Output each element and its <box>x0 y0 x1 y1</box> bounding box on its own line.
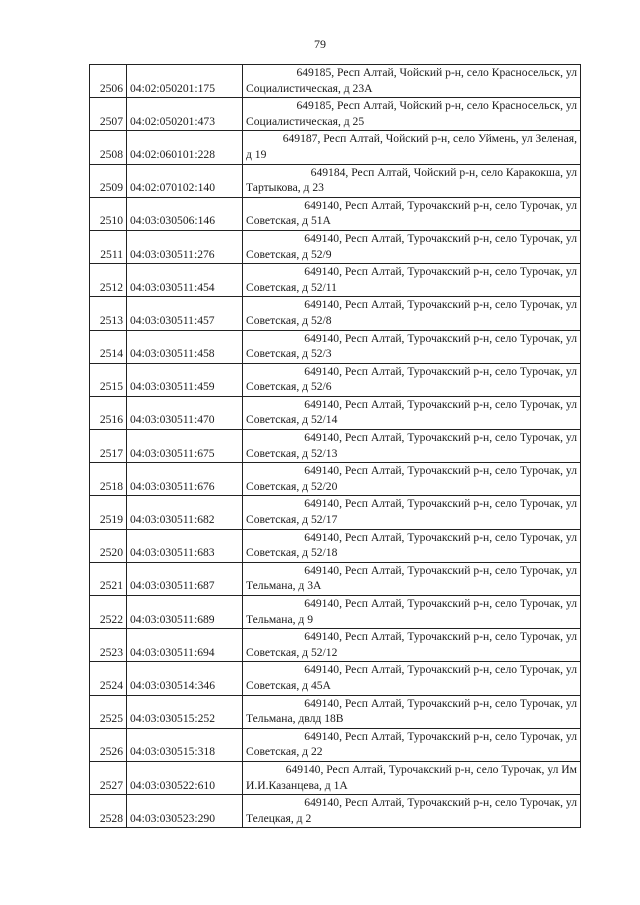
row-number-cell: 2515 <box>90 363 127 396</box>
table-row <box>90 629 581 662</box>
address-line-2: Советская, д 52/8 <box>246 313 332 327</box>
row-number-cell: 2514 <box>90 330 127 363</box>
cadastral-number-cell: 04:03:030506:146 <box>127 197 243 230</box>
table-row <box>90 695 581 728</box>
address-line-1: 649140, Респ Алтай, Турочакский р-н, село Турочак, ул <box>304 397 577 411</box>
table-row <box>90 496 581 529</box>
page-number: 79 <box>314 37 326 51</box>
address-cell <box>243 363 581 396</box>
row-number-cell: 2517 <box>90 430 127 463</box>
address-line-2: Советская, д 52/11 <box>246 280 337 294</box>
address-line-1: 649140, Респ Алтай, Турочакский р-н, село Турочак, ул <box>304 231 577 245</box>
address-line-2: Тельмана, двлд 18В <box>246 712 344 726</box>
cadastral-number-cell: 04:03:030511:454 <box>127 264 243 297</box>
row-number-cell: 2518 <box>90 463 127 496</box>
address-line-2: Советская, д 52/9 <box>246 247 332 261</box>
address-line-1: 649140, Респ Алтай, Турочакский р-н, село Турочак, ул Им <box>285 762 577 776</box>
address-cell <box>243 230 581 263</box>
address-cell <box>243 264 581 297</box>
address-line-2: Социалистическая, д 25 <box>246 114 365 128</box>
address-line-1: 649140, Респ Алтай, Турочакский р-н, село Турочак, ул <box>304 265 577 279</box>
table-row <box>90 330 581 363</box>
cadastral-number-cell: 04:03:030523:290 <box>127 795 243 828</box>
address-line-1: 649140, Респ Алтай, Турочакский р-н, село Турочак, ул <box>304 331 577 345</box>
cadastral-number-cell: 04:03:030515:252 <box>127 695 243 728</box>
cadastral-number-cell: 04:03:030511:689 <box>127 596 243 629</box>
address-line-1: 649140, Респ Алтай, Турочакский р-н, село Турочак, ул <box>304 597 577 610</box>
cadastral-number-cell: 04:03:030511:676 <box>127 463 243 496</box>
address-line-2: Советская, д 52/6 <box>246 380 332 394</box>
address-line-1: 649184, Респ Алтай, Чойский р-н, село Каракокша, ул <box>310 165 577 179</box>
cadastral-number-cell: 04:03:030511:470 <box>127 396 243 429</box>
cadastral-number-cell: 04:03:030514:346 <box>127 662 243 695</box>
address-line-2: И.И.Казанцева, д 1А <box>246 778 348 792</box>
address-line-2: Советская, д 45А <box>246 678 331 692</box>
table-row <box>90 131 581 164</box>
cadastral-number-cell: 04:03:030522:610 <box>127 761 243 794</box>
address-line-1: 649140, Респ Алтай, Турочакский р-н, село Турочак, ул <box>304 464 577 478</box>
address-cell <box>243 629 581 662</box>
row-number-cell: 2521 <box>90 562 127 595</box>
registry-table-body <box>90 65 581 828</box>
cadastral-number-cell: 04:02:060101:228 <box>127 131 243 164</box>
row-number-cell: 2516 <box>90 396 127 429</box>
table-row <box>90 430 581 463</box>
row-number-cell: 2520 <box>90 529 127 562</box>
table-row <box>90 197 581 230</box>
address-line-1: 649140, Респ Алтай, Турочакский р-н, село Турочак, ул <box>304 530 577 544</box>
cadastral-number-cell: 04:02:050201:175 <box>127 65 243 98</box>
row-number-cell: 2527 <box>90 761 127 794</box>
address-cell <box>243 761 581 794</box>
row-number-cell: 2507 <box>90 98 127 131</box>
address-line-1: 649140, Респ Алтай, Турочакский р-н, село Турочак, ул <box>304 630 577 644</box>
cadastral-number-cell: 04:03:030511:457 <box>127 297 243 330</box>
address-line-2: Советская, д 52/3 <box>246 347 332 361</box>
address-cell <box>243 164 581 197</box>
table-row <box>90 98 581 131</box>
address-cell <box>243 662 581 695</box>
table-row <box>90 164 581 197</box>
address-cell <box>243 197 581 230</box>
address-line-2: Советская, д 22 <box>246 745 323 759</box>
address-cell <box>243 396 581 429</box>
row-number-cell: 2508 <box>90 131 127 164</box>
address-cell <box>243 65 581 98</box>
address-cell <box>243 529 581 562</box>
address-line-1: 649140, Респ Алтай, Турочакский р-н, село Турочак, ул <box>304 198 577 212</box>
address-cell <box>243 695 581 728</box>
cadastral-number-cell: 04:03:030511:458 <box>127 330 243 363</box>
table-row <box>90 728 581 761</box>
address-cell <box>243 297 581 330</box>
cadastral-number-cell: 04:03:030511:675 <box>127 430 243 463</box>
address-line-2: Тельмана, д 9 <box>246 612 314 626</box>
row-number-cell: 2528 <box>90 795 127 828</box>
address-line-1: 649140, Респ Алтай, Турочакский р-н, село Турочак, ул <box>304 696 577 710</box>
row-number-cell: 2519 <box>90 496 127 529</box>
table-row <box>90 230 581 263</box>
table-row <box>90 264 581 297</box>
address-line-1: 649140, Респ Алтай, Турочакский р-н, село Турочак, ул <box>304 298 577 312</box>
address-line-1: 649187, Респ Алтай, Чойский р-н, село Уймень, ул Зеленая, <box>282 132 577 146</box>
address-line-2: д 19 <box>246 147 267 161</box>
cadastral-number-cell: 04:03:030511:687 <box>127 562 243 595</box>
table-row <box>90 363 581 396</box>
table-row <box>90 795 581 828</box>
row-number-cell: 2523 <box>90 629 127 662</box>
address-cell <box>243 596 581 629</box>
row-number-cell: 2522 <box>90 596 127 629</box>
address-line-1: 649140, Респ Алтай, Турочакский р-н, село Турочак, ул <box>304 364 577 378</box>
address-line-2: Советская, д 52/20 <box>246 479 338 493</box>
address-cell <box>243 131 581 164</box>
table-row <box>90 596 581 629</box>
address-line-1: 649140, Респ Алтай, Турочакский р-н, село Турочак, ул <box>304 729 577 743</box>
row-number-cell: 2526 <box>90 728 127 761</box>
address-cell <box>243 463 581 496</box>
table-row <box>90 662 581 695</box>
cadastral-number-cell: 04:03:030515:318 <box>127 728 243 761</box>
cadastral-number-cell: 04:02:070102:140 <box>127 164 243 197</box>
cadastral-number-cell: 04:03:030511:694 <box>127 629 243 662</box>
table-row <box>90 65 581 98</box>
address-line-2: Социалистическая, д 23А <box>246 81 373 95</box>
cadastral-number-cell: 04:03:030511:682 <box>127 496 243 529</box>
table-row <box>90 562 581 595</box>
table-row <box>90 396 581 429</box>
registry-table-container <box>89 64 580 828</box>
address-cell <box>243 496 581 529</box>
address-line-2: Советская, д 52/18 <box>246 546 338 560</box>
address-line-2: Советская, д 52/17 <box>246 513 338 527</box>
address-line-1: 649185, Респ Алтай, Чойский р-н, село Красносельск, ул <box>296 66 577 79</box>
cadastral-number-cell: 04:02:050201:473 <box>127 98 243 131</box>
address-line-1: 649140, Респ Алтай, Турочакский р-н, село Турочак, ул <box>304 431 577 445</box>
row-number-cell: 2512 <box>90 264 127 297</box>
address-cell <box>243 795 581 828</box>
cadastral-number-cell: 04:03:030511:459 <box>127 363 243 396</box>
table-row <box>90 297 581 330</box>
address-cell <box>243 430 581 463</box>
table-row <box>90 463 581 496</box>
address-cell <box>243 330 581 363</box>
address-line-2: Советская, д 52/13 <box>246 446 338 460</box>
address-line-2: Советская, д 52/12 <box>246 645 338 659</box>
cadastral-number-cell: 04:03:030511:276 <box>127 230 243 263</box>
address-line-2: Тартыкова, д 23 <box>246 181 324 195</box>
row-number-cell: 2506 <box>90 65 127 98</box>
address-line-1: 649140, Респ Алтай, Турочакский р-н, село Турочак, ул <box>304 497 577 511</box>
row-number-cell: 2509 <box>90 164 127 197</box>
row-number-cell: 2513 <box>90 297 127 330</box>
address-line-1: 649140, Респ Алтай, Турочакский р-н, село Турочак, ул <box>304 563 577 577</box>
address-line-1: 649140, Респ Алтай, Турочакский р-н, село Турочак, ул <box>304 663 577 677</box>
address-cell <box>243 562 581 595</box>
registry-table <box>89 64 581 828</box>
table-row <box>90 761 581 794</box>
row-number-cell: 2525 <box>90 695 127 728</box>
address-line-2: Советская, д 51А <box>246 214 331 228</box>
address-line-1: 649140, Респ Алтай, Турочакский р-н, село Турочак, ул <box>304 796 577 810</box>
address-line-2: Советская, д 52/14 <box>246 413 338 427</box>
address-line-2: Телецкая, д 2 <box>246 811 312 825</box>
table-row <box>90 529 581 562</box>
address-cell <box>243 728 581 761</box>
address-line-2: Тельмана, д 3А <box>246 579 322 593</box>
row-number-cell: 2524 <box>90 662 127 695</box>
address-line-1: 649185, Респ Алтай, Чойский р-н, село Красносельск, ул <box>296 99 577 113</box>
cadastral-number-cell: 04:03:030511:683 <box>127 529 243 562</box>
row-number-cell: 2511 <box>90 230 127 263</box>
address-cell <box>243 98 581 131</box>
row-number-cell: 2510 <box>90 197 127 230</box>
